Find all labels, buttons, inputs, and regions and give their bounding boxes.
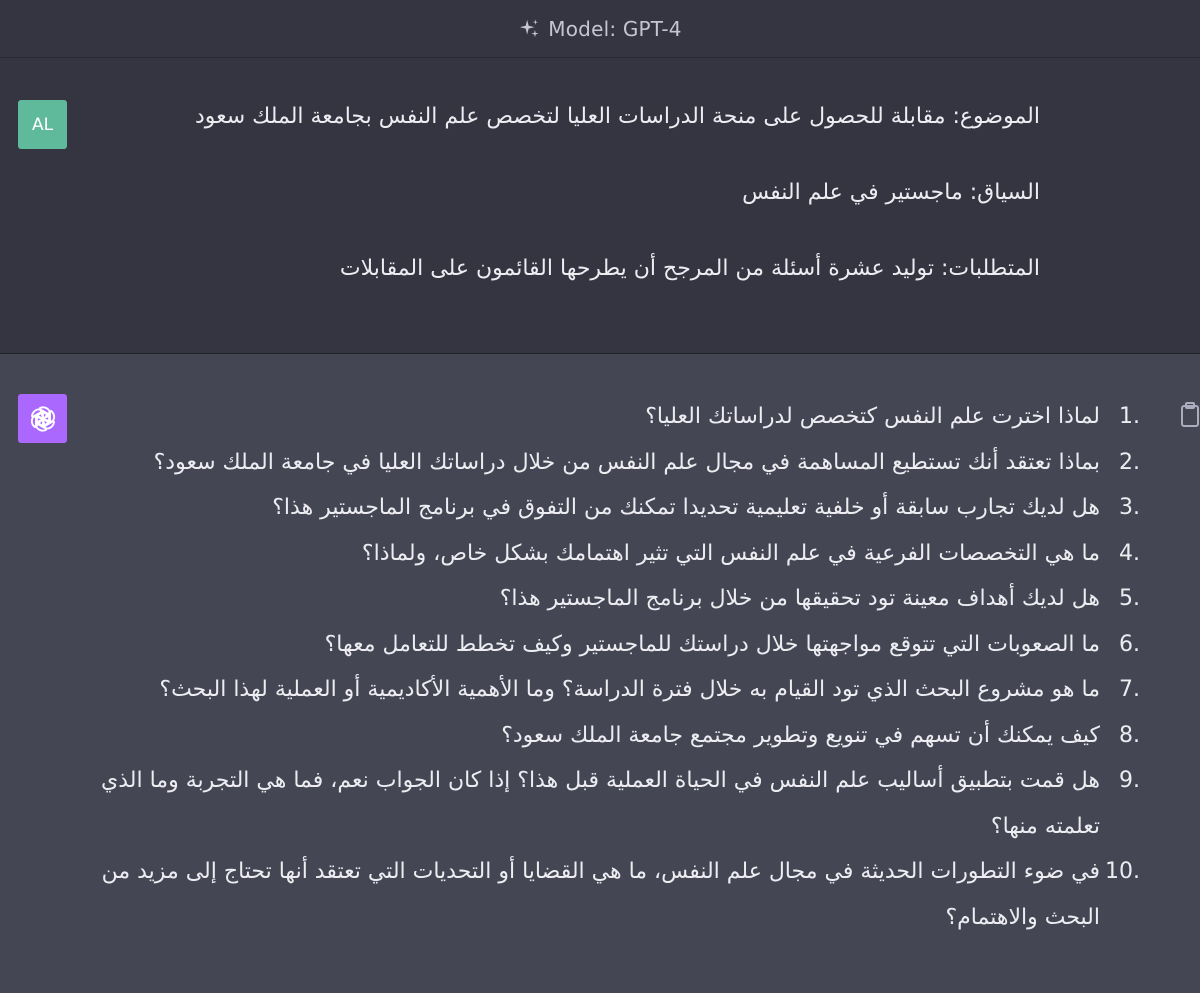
question-text: هل لديك أهداف معينة تود تحقيقها من خلال برنامج الماجستير هذا؟ [499,586,1100,611]
question-number: 8. [1119,722,1140,748]
model-label[interactable]: Model: GPT-4 [548,16,682,41]
question-number: 3. [1119,495,1140,520]
user-message [0,58,1200,354]
list-item [100,758,1140,849]
sparkle-icon [518,18,540,40]
user-line-context: السياق: ماجستير في علم النفس [742,180,1040,205]
answer-list [100,394,1140,940]
question-text: ما هو مشروع البحث الذي تود القيام به خلال فترة الدراسة؟ وما الأهمية الأكاديمية أو العملية لهذا البحث؟ [159,677,1100,702]
clipboard-icon[interactable] [1178,402,1200,428]
user-avatar: AL [18,100,67,149]
question-number: 7. [1119,677,1140,702]
top-bar [0,0,1200,58]
user-message-text [100,98,1040,288]
list-item [100,531,1140,577]
question-number: 2. [1119,449,1140,475]
user-line-requirements: المتطلبات: توليد عشرة أسئلة من المرجح أن يطرحها القائمون على المقابلات [339,256,1040,281]
list-item [100,667,1140,713]
question-number: 6. [1119,631,1140,657]
list-item [100,713,1140,759]
question-text: هل لديك تجارب سابقة أو خلفية تعليمية تحديدا تمكنك من التفوق في برنامج الماجستير هذا؟ [272,495,1100,520]
question-text: لماذا اخترت علم النفس كتخصص لدراساتك العليا؟ [645,404,1100,429]
list-item [100,485,1140,531]
question-text: بماذا تعتقد أنك تستطيع المساهمة في مجال علم النفس من خلال دراساتك العليا في جامعة الملك سعود؟ [153,449,1100,475]
openai-logo-icon [18,394,67,443]
question-text: ما هي التخصصات الفرعية في علم النفس التي تثير اهتمامك بشكل خاص، ولماذا؟ [361,540,1100,566]
list-item [100,622,1140,668]
question-text: ما الصعوبات التي تتوقع مواجهتها خلال دراستك للماجستير وكيف تخطط للتعامل معها؟ [324,631,1100,657]
list-item [100,394,1140,440]
question-number: 4. [1119,540,1140,566]
list-item [100,440,1140,486]
question-text: كيف يمكنك أن تسهم في تنويع وتطوير مجتمع جامعة الملك سعود؟ [501,722,1100,748]
list-item [100,576,1140,622]
list-item [100,849,1140,940]
question-number: 5. [1119,586,1140,611]
user-line-subject: الموضوع: مقابلة للحصول على منحة الدراسات العليا لتخصص علم النفس بجامعة الملك سعود [194,104,1040,129]
question-text: هل قمت بتطبيق أساليب علم النفس في الحياة العملية قبل هذا؟ إذا كان الجواب نعم، فما هي التجربة وما الذي تعلمته منها؟ [101,768,1100,839]
question-number: 9. [1119,768,1140,793]
assistant-message [0,354,1200,993]
question-number: 10. [1105,859,1140,884]
question-number: 1. [1119,404,1140,429]
question-text: في ضوء التطورات الحديثة في مجال علم النفس، ما هي القضايا أو التحديات التي تعتقد أنها تحتاج إلى مزيد من البحث والاهتمام؟ [101,859,1100,930]
